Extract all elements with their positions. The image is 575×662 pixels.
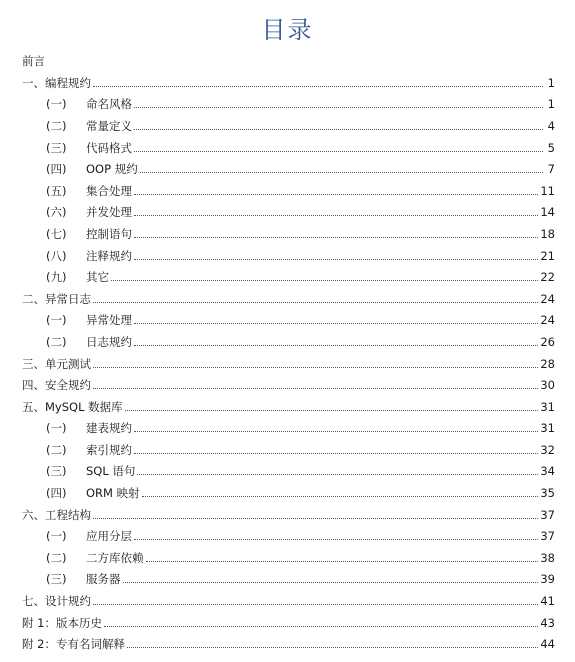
toc-entry-page-number: 11 xyxy=(540,183,555,198)
toc-entry-page-number: 24 xyxy=(540,313,555,328)
toc-entry-label: 集合处理 xyxy=(86,183,132,198)
toc-section-entry[interactable] xyxy=(0,202,575,224)
toc-entry-page-number: 31 xyxy=(540,421,555,436)
dot-leader xyxy=(134,150,543,152)
toc-entry-label: 服务器 xyxy=(86,572,121,587)
toc-entry-label: 注释规约 xyxy=(86,248,132,263)
toc-entry-page-number: 43 xyxy=(540,615,555,630)
toc-entry-number: (四) xyxy=(46,162,67,177)
toc-entry-number: (一) xyxy=(46,313,67,328)
toc-section-entry[interactable] xyxy=(0,245,575,267)
dot-leader xyxy=(104,625,538,627)
dot-leader xyxy=(127,646,538,648)
toc-entry-label: 日志规约 xyxy=(86,334,132,349)
toc-entry-number: (五) xyxy=(46,183,67,198)
toc-entry-label: 应用分层 xyxy=(86,529,132,544)
dot-leader xyxy=(93,85,543,87)
dot-leader xyxy=(111,279,538,281)
toc-entry-page-number: 5 xyxy=(547,140,555,155)
dot-leader xyxy=(134,214,538,216)
toc-chapter-entry[interactable] xyxy=(0,504,575,526)
toc-section-entry[interactable] xyxy=(0,94,575,116)
toc-entry-page-number: 22 xyxy=(540,270,555,285)
dot-leader xyxy=(134,193,538,195)
toc-section-entry[interactable] xyxy=(0,569,575,591)
toc-entry-number: (七) xyxy=(46,226,67,241)
toc-chapter-entry[interactable] xyxy=(0,633,575,655)
toc-entry-number: 三、 xyxy=(22,356,45,371)
toc-entry-label: 安全规约 xyxy=(45,378,91,393)
toc-chapter-entry[interactable] xyxy=(0,72,575,94)
toc-entry-number: (三) xyxy=(46,140,67,155)
toc-entry-number: 五、 xyxy=(22,399,45,414)
dot-leader xyxy=(93,517,538,519)
toc-chapter-entry[interactable] xyxy=(0,374,575,396)
toc-entry-number: (六) xyxy=(46,205,67,220)
toc-entry-page-number: 37 xyxy=(540,507,555,522)
toc-entry-number: (三) xyxy=(46,572,67,587)
toc-entry-page-number: 35 xyxy=(540,486,555,501)
toc-entry-label: 建表规约 xyxy=(86,421,132,436)
toc-entry-page-number: 32 xyxy=(540,442,555,457)
toc-entry-page-number: 18 xyxy=(540,226,555,241)
toc-entry-label: 异常处理 xyxy=(86,313,132,328)
toc-section-entry[interactable] xyxy=(0,482,575,504)
toc-entry-number: (九) xyxy=(46,270,67,285)
toc-entry-page-number: 39 xyxy=(540,572,555,587)
toc-entry-label: 二方库依赖 xyxy=(86,550,144,565)
toc-entry-page-number: 21 xyxy=(540,248,555,263)
page-title: 目录 xyxy=(261,16,314,44)
toc-section-entry[interactable] xyxy=(0,310,575,332)
dot-leader xyxy=(93,603,538,605)
dot-leader xyxy=(123,581,539,583)
toc-entry-number: (二) xyxy=(46,550,67,565)
toc-entry-label: MySQL 数据库 xyxy=(45,399,123,414)
toc-entry-label: 设计规约 xyxy=(45,594,91,609)
toc-entry-number: (二) xyxy=(46,334,67,349)
toc-entry-label: 单元测试 xyxy=(45,356,91,371)
toc-entry-number: 四、 xyxy=(22,378,45,393)
toc-entry-label: SQL 语句 xyxy=(86,464,136,479)
dot-leader xyxy=(134,430,538,432)
toc-entry-page-number: 24 xyxy=(540,291,555,306)
toc-entry-page-number: 7 xyxy=(547,162,555,177)
dot-leader xyxy=(134,128,543,130)
dot-leader xyxy=(134,236,538,238)
toc-entry-number: 附 1： xyxy=(22,615,56,630)
toc-entry-page-number: 1 xyxy=(547,97,555,112)
toc-entry-page-number: 28 xyxy=(540,356,555,371)
toc-entry-page-number: 37 xyxy=(540,529,555,544)
toc-section-entry[interactable] xyxy=(0,115,575,137)
dot-leader xyxy=(134,322,538,324)
toc-entry-label: 常量定义 xyxy=(86,118,132,133)
toc-entry-page-number: 44 xyxy=(540,637,555,652)
toc-entry-label: 索引规约 xyxy=(86,442,132,457)
toc-chapter-entry[interactable] xyxy=(0,288,575,310)
dot-leader xyxy=(134,452,538,454)
toc-entry-page-number: 34 xyxy=(540,464,555,479)
toc-entry-number: (四) xyxy=(46,486,67,501)
toc-entry-number: (二) xyxy=(46,118,67,133)
toc-entry-label: OOP 规约 xyxy=(86,162,138,177)
toc-entry-label: 编程规约 xyxy=(45,75,91,90)
toc-entry-page-number: 41 xyxy=(540,594,555,609)
dot-leader xyxy=(125,409,539,411)
toc-entry-number: (三) xyxy=(46,464,67,479)
toc-section-entry[interactable] xyxy=(0,137,575,159)
dot-leader xyxy=(93,301,538,303)
toc-entry-number: 一、 xyxy=(22,75,45,90)
dot-leader xyxy=(146,560,539,562)
toc-chapter-entry[interactable] xyxy=(0,590,575,612)
toc-chapter-entry[interactable] xyxy=(0,612,575,634)
toc-section-entry[interactable] xyxy=(0,223,575,245)
toc-entry-page-number: 30 xyxy=(540,378,555,393)
toc-chapter-entry[interactable] xyxy=(0,396,575,418)
toc-entry-label: 其它 xyxy=(86,270,109,285)
toc-entry-page-number: 38 xyxy=(540,550,555,565)
toc-section-entry[interactable] xyxy=(0,158,575,180)
dot-leader xyxy=(134,258,538,260)
toc-list xyxy=(0,72,575,655)
dot-leader xyxy=(142,495,539,497)
toc-entry-page-number: 1 xyxy=(547,75,555,90)
dot-leader xyxy=(93,387,538,389)
toc-entry-label: 并发处理 xyxy=(86,205,132,220)
toc-entry-number: 二、 xyxy=(22,291,45,306)
toc-entry-number: (八) xyxy=(46,248,67,263)
toc-entry-number: 七、 xyxy=(22,594,45,609)
dot-leader xyxy=(93,366,538,368)
toc-entry-label: 专有名词解释 xyxy=(55,637,125,652)
toc-section-entry[interactable] xyxy=(0,180,575,202)
toc-entry-label: 异常日志 xyxy=(45,291,91,306)
toc-section-entry[interactable] xyxy=(0,266,575,288)
toc-entry-number: (一) xyxy=(46,97,67,112)
dot-leader xyxy=(134,344,538,346)
toc-entry-page-number: 26 xyxy=(540,334,555,349)
toc-entry-page-number: 31 xyxy=(540,399,555,414)
toc-entry-number: (二) xyxy=(46,442,67,457)
toc-section-entry[interactable] xyxy=(0,418,575,440)
toc-entry-number: 附 2： xyxy=(22,637,56,652)
toc-entry-number: (一) xyxy=(46,529,67,544)
toc-entry-label: 命名风格 xyxy=(86,97,132,112)
toc-section-entry[interactable] xyxy=(0,439,575,461)
toc-section-entry[interactable] xyxy=(0,547,575,569)
toc-entry-label: 版本历史 xyxy=(55,615,102,630)
toc-section-entry[interactable] xyxy=(0,525,575,547)
toc-entry-preface[interactable]: 前言 xyxy=(22,54,45,68)
toc-entry-page-number: 4 xyxy=(547,118,555,133)
toc-entry-label: 代码格式 xyxy=(86,140,132,155)
toc-entry-label: 控制语句 xyxy=(86,226,132,241)
toc-entry-page-number: 14 xyxy=(540,205,555,220)
dot-leader xyxy=(134,106,543,108)
toc-entry-number: (一) xyxy=(46,421,67,436)
toc-entry-label: ORM 映射 xyxy=(86,486,140,501)
toc-section-entry[interactable] xyxy=(0,461,575,483)
dot-leader xyxy=(140,171,543,173)
toc-entry-label: 工程结构 xyxy=(45,507,91,522)
toc-section-entry[interactable] xyxy=(0,331,575,353)
dot-leader xyxy=(134,538,538,540)
toc-chapter-entry[interactable] xyxy=(0,353,575,375)
dot-leader xyxy=(137,473,538,475)
toc-entry-number: 六、 xyxy=(22,507,45,522)
